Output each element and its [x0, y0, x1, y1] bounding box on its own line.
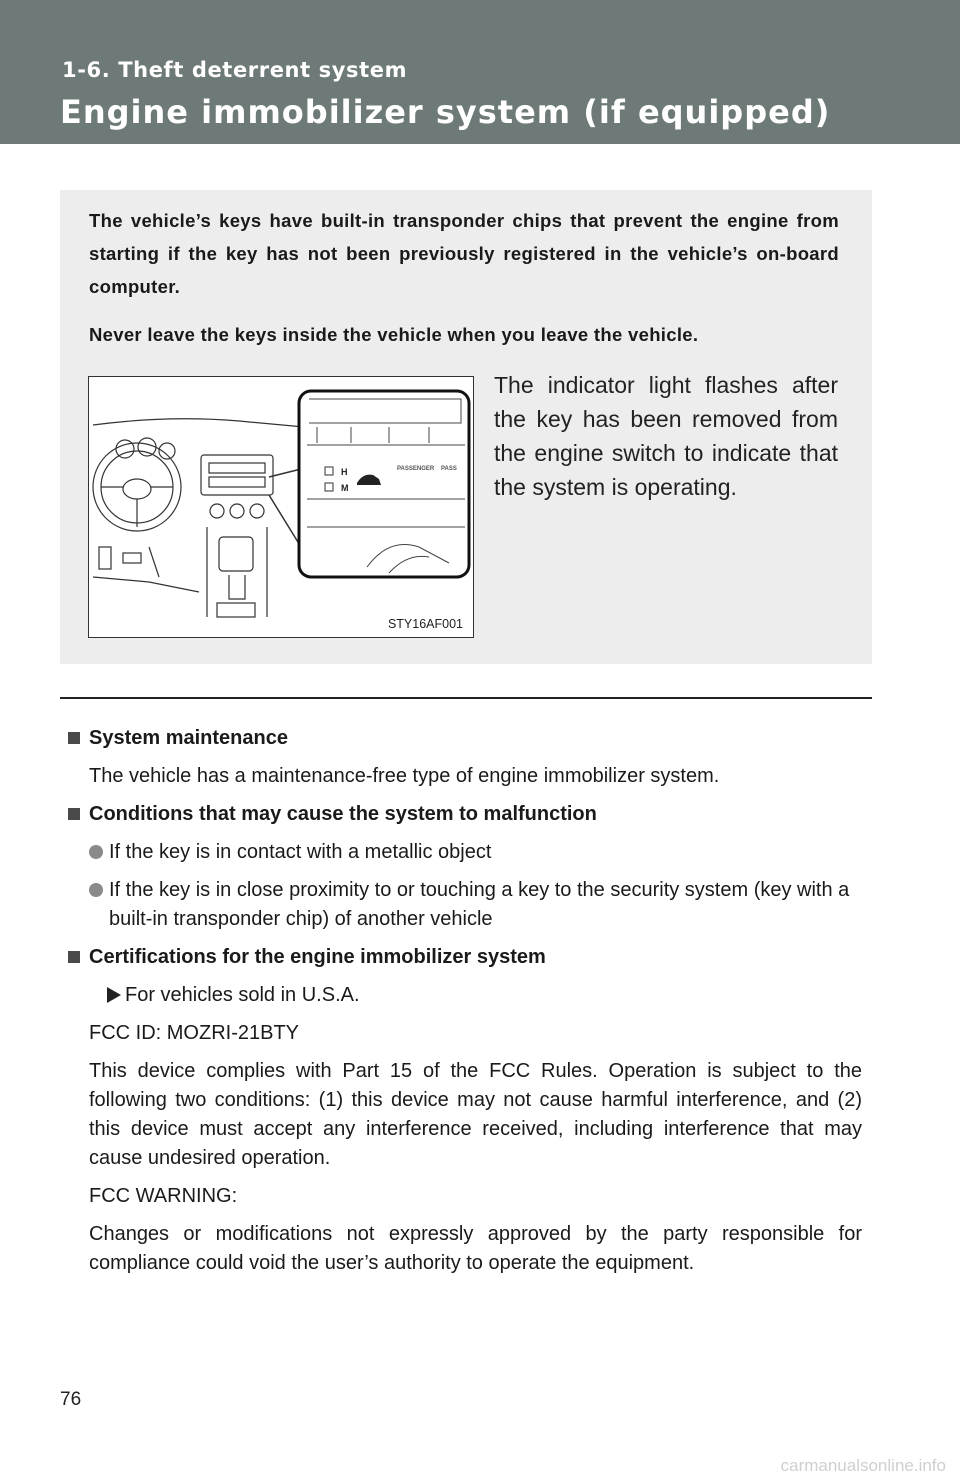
list-item	[89, 838, 862, 867]
heading-text: System maintenance	[89, 727, 288, 749]
list-item	[89, 876, 862, 934]
warning-text: Changes or modifications not expressly approved by the party responsible for compliance could void the user’s authority to operate the equipment.	[89, 1223, 862, 1274]
page-header	[0, 0, 960, 144]
figure-caption: The indicator light flashes after the key has been removed from the engine switch to indicate that the system is operating.	[494, 372, 838, 500]
dashboard-drawing	[89, 377, 473, 637]
list-item-text: If the key is in contact with a metallic object	[109, 841, 492, 863]
intro-box	[60, 190, 872, 664]
section-heading	[68, 724, 862, 753]
page-number: 76	[60, 1389, 82, 1410]
fcc-id: FCC ID: MOZRI-21BTY	[89, 1022, 300, 1044]
section-label: 1-6. Theft deterrent system	[62, 58, 408, 82]
circle-bullet-icon	[89, 883, 103, 897]
pass-label: PASS	[441, 466, 457, 472]
region-text: For vehicles sold in U.S.A.	[125, 984, 360, 1006]
watermark: carmanualsonline.info	[780, 1456, 946, 1475]
compliance-text: This device complies with Part 15 of the FCC Rules. Operation is subject to the following two conditions: (1) this device may not cause harmful interference, and (2) this device must accept any interference received, including interference that may cause undesired operation.	[89, 1060, 862, 1169]
square-bullet-icon	[68, 951, 80, 963]
section-heading	[68, 943, 862, 972]
indicator-m-label: M	[341, 483, 349, 493]
figure-code: STY16AF001	[387, 617, 463, 631]
square-bullet-icon	[68, 732, 80, 744]
divider	[60, 697, 872, 699]
intro-warning: Never leave the keys inside the vehicle when you leave the vehicle.	[89, 324, 699, 345]
passenger-label: PASSENGER	[397, 466, 435, 472]
heading-text: Conditions that may cause the system to malfunction	[89, 803, 597, 825]
intro-paragraph: The vehicle’s keys have built-in transponder chips that prevent the engine from starting if the key has not been previously registered in the vehicle’s on-board computer.	[89, 210, 839, 297]
dashboard-illustration	[88, 376, 474, 638]
paragraph: The vehicle has a maintenance-free type of engine immobilizer system.	[89, 765, 720, 787]
indicator-h-label: H	[341, 467, 348, 477]
heading-text: Certifications for the engine immobilizer system	[89, 946, 546, 968]
region-note	[107, 981, 862, 1010]
warning-label: FCC WARNING:	[89, 1185, 238, 1207]
square-bullet-icon	[68, 808, 80, 820]
circle-bullet-icon	[89, 845, 103, 859]
list-item-text: If the key is in close proximity to or touching a key to the security system (key with a built-in transponder chip) of another vehicle	[109, 879, 850, 930]
main-content	[68, 724, 862, 1287]
section-heading	[68, 800, 862, 829]
triangle-pointer-icon	[107, 987, 121, 1003]
page-title: Engine immobilizer system (if equipped)	[60, 93, 831, 131]
